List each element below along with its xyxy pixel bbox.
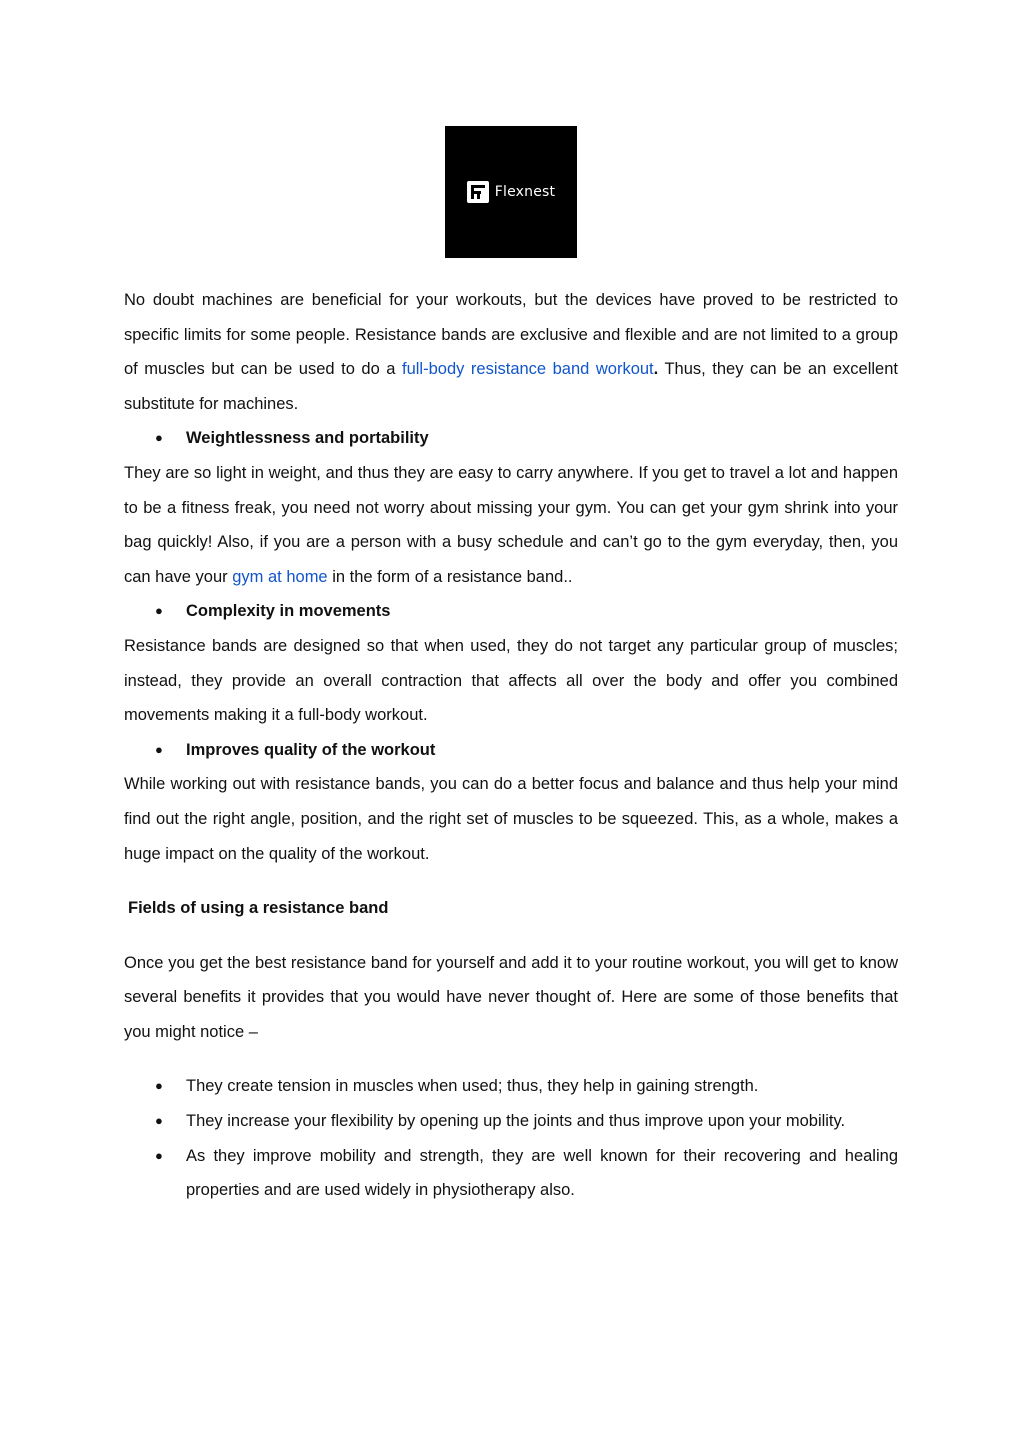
list-item — [124, 594, 898, 629]
portability-text-end: in the form of a resistance band.. — [327, 567, 573, 586]
flexnest-logo-icon — [467, 181, 489, 203]
list-item — [124, 1139, 898, 1208]
benefit-text: As they improve mobility and strength, they are well known for their recovering and healing properties and are used widely in physiotherapy also. — [186, 1146, 898, 1200]
list-item — [124, 1104, 898, 1139]
list-item — [124, 733, 898, 768]
heading-quality: Improves quality of the workout — [186, 740, 436, 759]
complexity-paragraph: Resistance bands are designed so that when used, they do not target any particular group of muscles; instead, they provide an overall contraction that affects all over the body and offer you combined movements making it a full-body workout. — [124, 636, 898, 725]
benefit-heading-list-2 — [124, 594, 898, 629]
bullet-icon: ● — [155, 603, 163, 619]
bullet-icon: ● — [155, 741, 163, 757]
intro-paragraph — [124, 283, 898, 421]
benefit-text: They create tension in muscles when used; thus, they help in gaining strength. — [186, 1077, 759, 1096]
document-body — [124, 283, 898, 1208]
benefit-text: They increase your flexibility by opening up the joints and thus improve upon your mobility. — [186, 1112, 846, 1131]
quality-paragraph: While working out with resistance bands, you can do a better focus and balance and thus help your mind find out the right angle, position, and the right set of muscles to be squeezed. This, as a whole, makes a huge impact on the quality of the workout. — [124, 775, 898, 863]
flexnest-logo — [445, 126, 577, 258]
list-item — [124, 421, 898, 456]
logo-lockup — [467, 181, 555, 203]
intro-text-end: Thus, they can be an excellent substitute for machines. — [124, 360, 898, 413]
gym-at-home-link[interactable]: gym at home — [232, 567, 328, 586]
benefits-intro-paragraph: Once you get the best resistance band for yourself and add it to your routine workout, you will get to know several benefits it provides that you would have never thought of. Here are some of those benefits that you might notice – — [124, 953, 898, 1041]
bullet-icon: ● — [155, 430, 163, 446]
benefits-list — [124, 1069, 898, 1207]
bullet-icon: ● — [155, 1147, 163, 1163]
intro-text-start: No doubt machines are beneficial for your workouts, but the devices have proved to be restricted to specific limits for some people. Resistance bands are exclusive and flexible and are not limited to a group of muscles but can be used to do a — [124, 291, 898, 379]
intro-bold-period: . — [653, 360, 659, 379]
bullet-icon: ● — [155, 1078, 163, 1094]
portability-text-start: They are so light in weight, and thus they are easy to carry anywhere. If you get to travel a lot and happen to be a fitness freak, you need not worry about missing your gym. You can get your gym shrink into your bag quickly! Also, if you are a person with a busy schedule and can’t go to the gym everyday, then, you can have your — [124, 463, 898, 586]
heading-weightlessness: Weightlessness and portability — [186, 429, 429, 448]
logo-text: Flexnest — [494, 184, 556, 200]
portability-paragraph — [124, 456, 898, 594]
section-heading: Fields of using a resistance band — [128, 899, 389, 918]
bullet-icon: ● — [155, 1113, 163, 1129]
heading-complexity: Complexity in movements — [186, 602, 391, 621]
list-item — [124, 1069, 898, 1104]
benefit-heading-list-3 — [124, 733, 898, 768]
benefit-heading-list-1 — [124, 421, 898, 456]
full-body-workout-link[interactable]: full-body resistance band workout — [402, 360, 654, 379]
